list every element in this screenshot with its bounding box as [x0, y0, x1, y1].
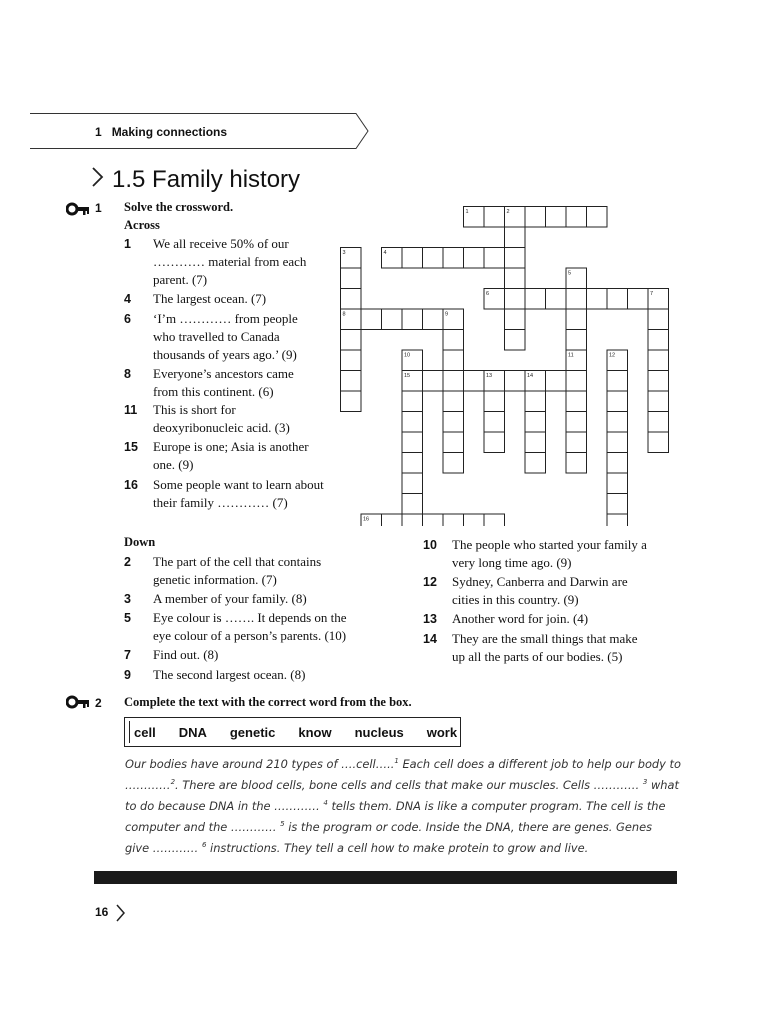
- footer-bar: [94, 871, 677, 884]
- clue-number: 3: [124, 592, 131, 606]
- word-box-word: work: [426, 724, 458, 740]
- word-box-word: DNA: [178, 724, 207, 740]
- passage-text: …..: [375, 757, 395, 771]
- clue-number: 8: [124, 367, 131, 381]
- crossword-cell: [607, 412, 628, 433]
- crossword-number: 2: [506, 209, 510, 215]
- passage-text: is the program or code. Inside the DNA, there are genes. Genes: [284, 820, 653, 834]
- passage-line: [125, 775, 685, 796]
- word-box-word: cell: [134, 724, 156, 740]
- crossword-cell: [443, 350, 464, 371]
- crossword-cell: [443, 412, 464, 433]
- crossword-cell: [402, 514, 423, 526]
- crossword-cell: [484, 391, 505, 412]
- clue-text: We all receive 50% of our: [153, 236, 289, 251]
- passage-text: . There are blood cells, bone cells and cells that make our muscles. Cells …………: [175, 778, 643, 792]
- crossword-cell: [341, 350, 362, 371]
- page-number: [95, 904, 126, 922]
- clue-number: 5: [124, 611, 131, 625]
- crossword-cell: [587, 207, 608, 228]
- crossword-cell: [443, 330, 464, 351]
- crossword-cell: [402, 248, 423, 269]
- chapter-title: Making connections: [111, 125, 228, 139]
- crossword-number: 11: [568, 352, 574, 359]
- crossword-number: 9: [445, 311, 449, 318]
- section-title: [92, 166, 300, 194]
- crossword-cell: [525, 207, 546, 228]
- passage-text: Our bodies have around 210 types of ….: [125, 757, 357, 771]
- chapter-label: [95, 125, 227, 139]
- crossword-cell: [505, 371, 526, 392]
- crossword-number: 15: [404, 373, 411, 379]
- crossword-number: 16: [363, 516, 370, 523]
- exercise-2-number: 2: [95, 696, 102, 710]
- crossword-cell: [341, 371, 362, 392]
- clue-number: 4: [124, 292, 131, 306]
- crossword-cell: [648, 412, 669, 433]
- clue-number: 12: [423, 575, 437, 589]
- crossword-number: 14: [527, 373, 534, 379]
- crossword-cell: [566, 453, 587, 474]
- crossword-cell: [566, 371, 587, 392]
- crossword-grid: [340, 206, 680, 526]
- crossword-cell: [648, 350, 669, 371]
- passage-text: what: [647, 778, 679, 792]
- crossword-cell: [341, 268, 362, 289]
- passage-text: give …………: [125, 841, 202, 855]
- crossword-cell: [443, 371, 464, 392]
- clue-text: from this continent. (6): [153, 384, 274, 399]
- passage-line: [125, 754, 685, 775]
- clue-text: Eye colour is ……. It depends on the: [153, 610, 347, 625]
- clue-text: The part of the cell that contains: [153, 554, 322, 569]
- gap-number: 5: [280, 820, 285, 829]
- clue-text: who travelled to Canada: [153, 329, 280, 344]
- crossword-cell: [484, 514, 505, 526]
- clue-text: Europe is one; Asia is another: [153, 439, 309, 454]
- crossword-cell: [402, 473, 423, 494]
- crossword-cell: [464, 248, 485, 269]
- clue-text: Everyone’s ancestors came: [153, 366, 294, 381]
- down-heading: Down: [124, 535, 156, 549]
- clue-number: 7: [124, 648, 131, 662]
- crossword-cell: [607, 432, 628, 453]
- crossword-number: 7: [650, 291, 654, 297]
- clue-number: 9: [124, 668, 131, 682]
- crossword-number: 1: [465, 209, 469, 215]
- crossword-cell: [361, 309, 382, 330]
- word-box-word: know: [298, 724, 332, 740]
- crossword-cell: [648, 432, 669, 453]
- crossword-number: 3: [342, 250, 346, 256]
- crossword-cell: [505, 268, 526, 289]
- crossword-cell: [341, 391, 362, 412]
- crossword-cell: [525, 412, 546, 433]
- crossword-cell: [566, 412, 587, 433]
- clue-text: eye colour of a person’s parents. (10): [153, 628, 347, 643]
- completion-passage: [125, 754, 685, 859]
- word-box-divider: [129, 721, 130, 743]
- clue-text: The second largest ocean. (8): [153, 667, 306, 682]
- crossword-cell: [648, 309, 669, 330]
- gap-number: 3: [642, 778, 648, 787]
- crossword-cell: [423, 371, 444, 392]
- clue-text: one. (9): [153, 457, 194, 472]
- clue-text: up all the parts of our bodies. (5): [452, 649, 623, 664]
- chevron-right-icon: [116, 904, 126, 922]
- crossword-cell: [464, 514, 485, 526]
- clue-number: 11: [124, 403, 138, 417]
- clue-text: The people who started your family a: [452, 537, 647, 552]
- word-box: [124, 717, 461, 747]
- crossword-cell: [566, 330, 587, 351]
- crossword-cell: [484, 432, 505, 453]
- crossword-cell: [607, 391, 628, 412]
- chapter-number: 1: [95, 125, 102, 139]
- passage-text: computer and the …………: [125, 820, 281, 834]
- crossword-cell: [505, 330, 526, 351]
- crossword-cell: [484, 207, 505, 228]
- crossword-cell: [402, 453, 423, 474]
- crossword-cell: [566, 391, 587, 412]
- crossword-cell: [566, 207, 587, 228]
- crossword-cell: [382, 309, 403, 330]
- crossword-number: 13: [486, 373, 493, 379]
- crossword-cell: [423, 309, 444, 330]
- crossword-cell: [443, 248, 464, 269]
- crossword-cell: [587, 289, 608, 310]
- crossword-cell: [648, 330, 669, 351]
- crossword-cell: [546, 207, 567, 228]
- crossword-cell: [402, 391, 423, 412]
- crossword-cell: [505, 289, 526, 310]
- passage-text: …………: [125, 778, 171, 792]
- crossword-cell: [484, 248, 505, 269]
- key-icon: [66, 695, 90, 709]
- clue-text: Find out. (8): [153, 647, 219, 662]
- key-icon: [66, 202, 90, 216]
- clue-number: 14: [423, 632, 437, 646]
- chevron-right-icon: [92, 167, 104, 187]
- gap-number: 6: [201, 841, 207, 850]
- clue-text: Some people want to learn about: [153, 477, 324, 492]
- clue-text: They are the small things that make: [452, 631, 638, 646]
- clue-number: 15: [124, 440, 138, 454]
- clue-text: thousands of years ago.’ (9): [153, 347, 297, 362]
- clue-text: This is short for: [153, 402, 236, 417]
- crossword-cell: [546, 289, 567, 310]
- crossword-cell: [443, 391, 464, 412]
- passage-text: to do because DNA in the …………: [125, 799, 324, 813]
- crossword-cell: [648, 371, 669, 392]
- passage-line: [125, 817, 685, 838]
- crossword-number: 5: [568, 270, 572, 277]
- clue-text: very long time ago. (9): [452, 555, 572, 570]
- passage-example-answer: cell: [356, 757, 376, 771]
- crossword-cell: [505, 227, 526, 248]
- clue-text: ‘I’m ………… from people: [153, 311, 298, 326]
- clue-text: The largest ocean. (7): [153, 291, 267, 306]
- crossword-cell: [607, 494, 628, 515]
- crossword-number: 6: [486, 291, 490, 297]
- crossword-cell: [607, 371, 628, 392]
- crossword-cell: [464, 371, 485, 392]
- exercise-1-number: 1: [95, 201, 102, 215]
- crossword-cell: [443, 514, 464, 526]
- crossword-cell: [566, 289, 587, 310]
- exercise-1-instruction: Solve the crossword.: [124, 200, 234, 214]
- crossword-cell: [525, 391, 546, 412]
- crossword-cell: [566, 432, 587, 453]
- crossword-cell: [402, 412, 423, 433]
- crossword-cell: [628, 289, 649, 310]
- clue-number: 16: [124, 478, 138, 492]
- clue-text: Sydney, Canberra and Darwin are: [452, 574, 628, 589]
- gap-number: 1: [394, 757, 399, 766]
- crossword-cell: [382, 514, 403, 526]
- page-number-text: 16: [95, 905, 109, 920]
- crossword-cell: [484, 412, 505, 433]
- clue-text: ………… material from each: [153, 254, 307, 269]
- crossword-cell: [402, 432, 423, 453]
- gap-number: 2: [170, 778, 176, 787]
- crossword-cell: [341, 330, 362, 351]
- crossword-cell: [402, 494, 423, 515]
- clue-text: A member of your family. (8): [153, 591, 307, 606]
- clue-text: Another word for join. (4): [452, 611, 589, 626]
- crossword-number: 4: [383, 250, 387, 256]
- crossword-cell: [443, 453, 464, 474]
- crossword-cell: [341, 289, 362, 310]
- crossword-cell: [546, 371, 567, 392]
- gap-number: 4: [323, 799, 328, 808]
- clue-number: 6: [124, 312, 131, 326]
- section-title-text: 1.5 Family history: [112, 166, 301, 193]
- passage-text: Each cell does a different job to help our body to: [398, 757, 681, 771]
- crossword-cell: [648, 391, 669, 412]
- passage-line: [125, 796, 685, 817]
- clue-text: cities in this country. (9): [452, 592, 579, 607]
- crossword-cell: [505, 248, 526, 269]
- passage-line: [125, 838, 685, 859]
- clue-number: 10: [423, 538, 437, 552]
- clue-text: parent. (7): [153, 272, 208, 287]
- crossword-cell: [402, 309, 423, 330]
- exercise-2-instruction: Complete the text with the correct word from the box.: [124, 695, 412, 709]
- clue-text: their family ………… (7): [153, 495, 288, 510]
- word-box-word: nucleus: [354, 724, 404, 740]
- crossword-cell: [525, 432, 546, 453]
- clue-text: deoxyribonucleic acid. (3): [153, 420, 290, 435]
- across-heading: Across: [124, 218, 160, 232]
- crossword-number: 10: [404, 352, 411, 359]
- clue-number: 1: [124, 237, 131, 251]
- crossword-cell: [607, 453, 628, 474]
- crossword-cell: [525, 453, 546, 474]
- clue-text: genetic information. (7): [153, 572, 277, 587]
- word-box-word: genetic: [229, 724, 276, 740]
- crossword-cell: [607, 473, 628, 494]
- crossword-number: 8: [342, 311, 346, 318]
- clue-number: 13: [423, 612, 437, 626]
- crossword-cell: [607, 514, 628, 526]
- passage-text: tells them. DNA is like a computer program. The cell is the: [327, 799, 666, 813]
- crossword-number: 12: [609, 352, 616, 359]
- crossword-cell: [566, 309, 587, 330]
- crossword-cell: [505, 309, 526, 330]
- crossword-cell: [607, 289, 628, 310]
- crossword-cell: [423, 248, 444, 269]
- clue-number: 2: [124, 555, 131, 569]
- crossword-cell: [443, 432, 464, 453]
- crossword-cell: [423, 514, 444, 526]
- passage-text: instructions. They tell a cell how to make protein to grow and live.: [206, 841, 589, 855]
- crossword-cell: [525, 289, 546, 310]
